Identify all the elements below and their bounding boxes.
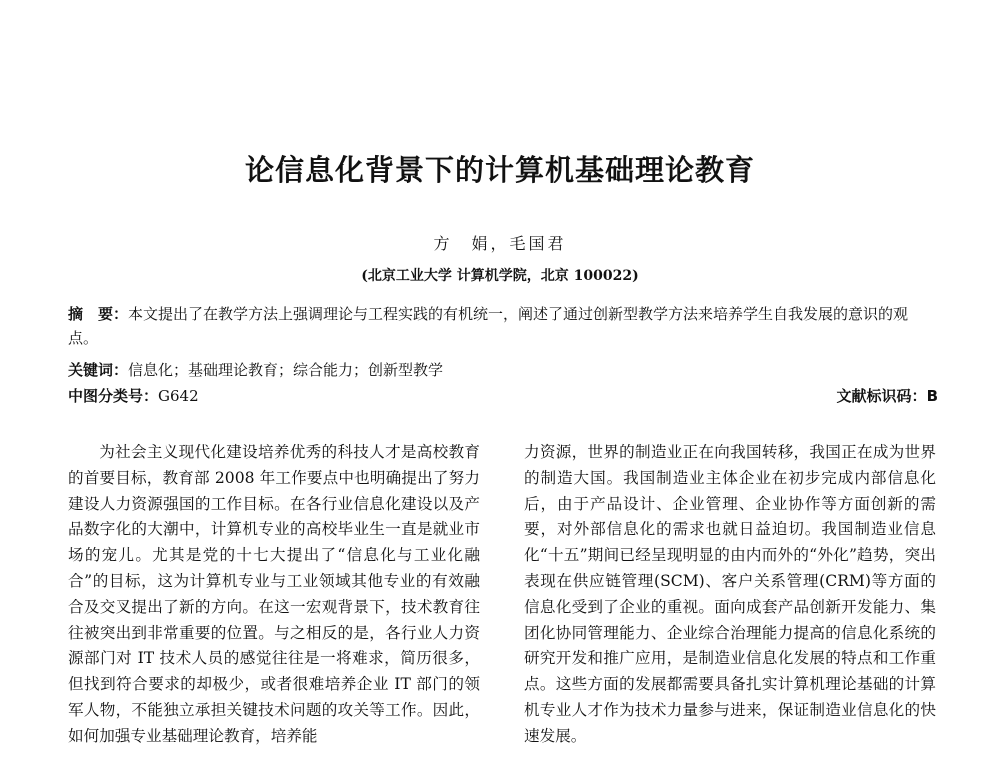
classification-code [68, 384, 199, 408]
abstract-block [68, 302, 938, 350]
body-column-right: 力资源，世界的制造业正在向我国转移，我国正在成为世界的制造大国。我国制造业主体企业在初步完成内部信息化后，由于产品设计、企业管理、企业协作等方面创新的需要，对外部信息化的需求也就日益迫切。我国制造业信息化“十五”期间已经呈现明显的由内而外的“外化”趋势，突出表现在供应链管理(SCM)、客户关系管理(CRM)等方面的信息化受到了企业的重视。面向成套产品创新开发能力、集团化协同管理能力、企业综合治理能力提高的信息化系统的研究开发和推广应用，是制造业信息化发展的特点和工作重点。这些方面的发展都需要具备扎实计算机理论基础的计算机专业人才作为技术力量参与进来，保证制造业信息化的快速发展。 [524, 443, 936, 745]
class-value: G642 [158, 387, 199, 405]
class-label: 中图分类号： [68, 387, 159, 405]
body-column-left: 为社会主义现代化建设培养优秀的科技人才是高校教育的首要目标，教育部 2008 年工作要点中也明确提出了努力建设人力资源强国的工作目标。在各行业信息化建设以及产品数字化的大潮中，计算机专业的高校毕业生一直是就业市场的宠儿。尤其是党的十七大提出了“信息化与工业化融合”的目标，这为计算机专业与工业领域其他专业的有效融合及交叉提出了新的方向。在这一宏观背景下，技术教育往往被突出到非常重要的位置。与之相反的是，各行业人力资源部门对 IT 技术人员的感觉往往是一将难求，简历很多，但找到符合要求的却极少，或者很难培养企业 IT 部门的领军人物，不能独立承担关键技术问题的攻关等工作。因此，如何加强专业基础理论教育，培养能 [68, 443, 480, 745]
abstract-label: 摘 要： [68, 305, 129, 323]
doc-code-value: B [926, 387, 938, 405]
author-list: 方 娟，毛国君 [433, 234, 567, 253]
keywords-label: 关键词： [68, 361, 129, 379]
affiliation: (北京工业大学 计算机学院，北京 100022) [361, 268, 639, 284]
abstract-text: 本文提出了在教学方法上强调理论与工程实践的有机统一，阐述了通过创新型教学方法来培养学生自我发展的意识的观点。 [68, 305, 909, 347]
keywords-text: 信息化；基础理论教育；综合能力；创新型教学 [128, 361, 444, 379]
paper-title: 论信息化背景下的计算机基础理论教育 [244, 153, 755, 187]
keywords-block [68, 358, 938, 382]
doc-code-label: 文献标识码： [836, 387, 927, 405]
document-code [837, 384, 938, 408]
classification-row [68, 384, 938, 408]
